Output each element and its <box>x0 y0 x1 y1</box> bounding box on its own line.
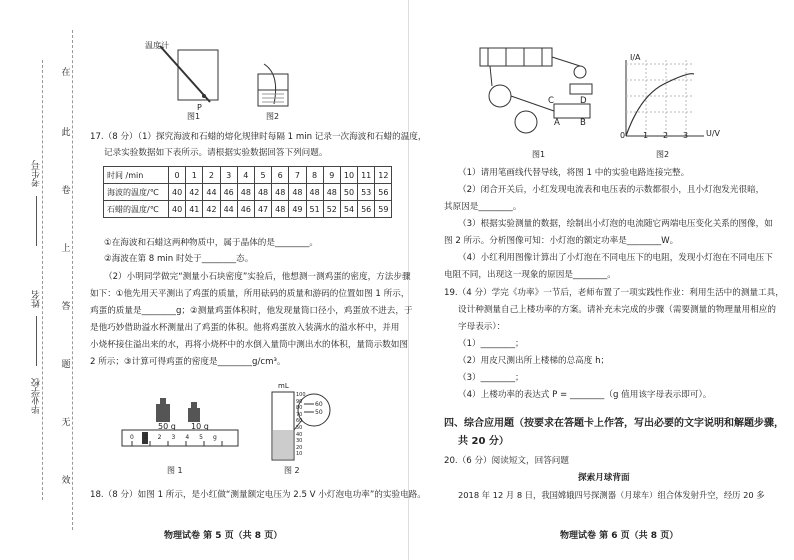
page-footer: 物理试卷 第 6 页（共 8 页） <box>560 531 679 541</box>
q18-item: （1）请用笔画线代替导线，将图 1 中的实验电路连接完整。 <box>458 168 690 178</box>
table-cell: 48 <box>323 184 340 201</box>
table-cell: 48 <box>237 184 254 201</box>
q19-line: （4）上楼功率的表达式 P = ________（g 值用该字母表示即可）。 <box>458 390 712 400</box>
table-cell: 50 <box>340 184 357 201</box>
q17-line: 记录实验数据如下表所示。请根据实验数据回答下列问题。 <box>104 148 328 158</box>
table-cell: 12 <box>375 167 392 184</box>
q18-item: 其原因是________。 <box>444 202 522 212</box>
thermometer-label: 温度计 <box>145 41 169 50</box>
binding-char: 题 <box>61 360 71 370</box>
table-cell: 59 <box>375 201 392 218</box>
q18-item: 电阻不同，出现这一现象的原因是________。 <box>444 270 616 280</box>
q18-line: 18.（8 分）如图 1 所示，是小红做“测量额定电压为 2.5 V 小灯泡电功率”的实验电路。 <box>90 490 426 500</box>
table-cell: 54 <box>340 201 357 218</box>
graph-ylabel: I/A <box>630 53 641 62</box>
table-cell: 41 <box>186 201 203 218</box>
section-heading: 共 20 分） <box>458 436 509 447</box>
temperature-table <box>103 166 392 218</box>
table-cell: 2 <box>203 167 220 184</box>
table-cell: 51 <box>306 201 323 218</box>
q20-line: 20.（6 分）阅读短文，回答问题 <box>444 456 569 466</box>
cylinder-tick: 40 <box>296 431 303 438</box>
q17-part2: 鸡蛋的质量是________g；②测量鸡蛋体积时，他发现量筒口径小，鸡蛋放不进去，于 <box>90 306 413 316</box>
binding-char: 卷 <box>61 186 71 196</box>
circuit-label: D <box>580 96 587 106</box>
table-cell: 42 <box>186 184 203 201</box>
table-cell: 46 <box>220 184 237 201</box>
figure-caption: 图1 <box>532 150 546 159</box>
q19-line: （2）用皮尺测出所上楼梯的总高度 h； <box>458 356 610 366</box>
table-cell: 44 <box>220 201 237 218</box>
circuit-figure <box>470 42 620 142</box>
table-cell: 8 <box>306 167 323 184</box>
table-cell: 42 <box>203 201 220 218</box>
binding-line-2 <box>42 60 43 500</box>
zoom-tick: 50 <box>315 409 323 416</box>
q18-item: （3）根据实验测量的数据，绘制出小灯泡的电流随它两端电压变化关系的图像，如 <box>458 219 773 229</box>
graph-xtick: 1 <box>643 131 649 140</box>
table-cell: 7 <box>289 167 306 184</box>
graph-xlabel: U/V <box>706 129 721 138</box>
table-cell: 11 <box>358 167 375 184</box>
table-cell: 53 <box>358 184 375 201</box>
figure-caption: 图2 <box>266 112 280 121</box>
binding-dashed-line <box>72 30 73 530</box>
table-cell: 48 <box>306 184 323 201</box>
graph-xtick: 3 <box>683 131 689 140</box>
graph-xtick: 2 <box>663 131 669 140</box>
cylinder-tick: 90 <box>296 398 303 405</box>
cylinder-tick: 50 <box>296 425 303 431</box>
cylinder-tick: 30 <box>296 438 303 445</box>
binding-char: 无 <box>61 418 71 428</box>
q18-item: （2）闭合开关后，小红发现电流表和电压表的示数都很小，且小灯泡发光很暗， <box>458 185 765 195</box>
q18-item: （4）小红利用图像计算出了小灯泡在不同电压下的电阻，发现小灯泡在不同电压下 <box>458 253 773 263</box>
figure-caption: 图2 <box>656 150 670 159</box>
table-cell: 40 <box>169 201 186 218</box>
q19-line: （3）________； <box>458 373 524 383</box>
cylinder-tick: 80 <box>296 405 303 412</box>
q19-line: 字母表示）： <box>458 322 506 332</box>
table-row <box>104 201 392 218</box>
table-cell: 石蜡的温度/℃ <box>104 201 169 218</box>
beaker-figure <box>250 60 300 110</box>
table-row <box>104 167 392 184</box>
q17-part2: 如下：①他先用天平测出了鸡蛋的质量，所用砝码的质量和游码的位置如图 1 所示， <box>90 289 410 299</box>
table-cell: 1 <box>186 167 203 184</box>
table-cell: 46 <box>237 201 254 218</box>
table-cell: 10 <box>340 167 357 184</box>
table-cell: 40 <box>169 184 186 201</box>
field-name: 姓名 <box>32 290 42 308</box>
table-row <box>104 184 392 201</box>
table-cell: 4 <box>237 167 254 184</box>
field-school: 毕业学校 <box>32 378 42 414</box>
table-cell: 5 <box>254 167 271 184</box>
table-cell: 0 <box>169 167 186 184</box>
table-cell: 9 <box>323 167 340 184</box>
article-title: 探索月球背面 <box>578 473 630 483</box>
figure-caption: 图 1 <box>167 466 183 475</box>
table-cell: 48 <box>272 184 289 201</box>
cylinder-tick: 100 <box>296 392 306 398</box>
weight-label: 10 g <box>191 422 209 431</box>
weight-label: 50 g <box>158 422 176 431</box>
circuit-label: B <box>580 118 586 128</box>
q19-line: （1）________； <box>458 339 524 349</box>
table-cell: 48 <box>254 184 271 201</box>
field-line <box>36 196 37 246</box>
table-cell: 56 <box>375 184 392 201</box>
table-cell: 44 <box>203 184 220 201</box>
table-cell: 6 <box>272 167 289 184</box>
field-exam-id: 考生号 <box>32 160 42 187</box>
point-p-label: P <box>197 103 202 112</box>
cylinder-tick: 70 <box>296 411 303 418</box>
q17-sub2: ②海波在第 8 min 时处于________态。 <box>104 254 254 264</box>
table-cell: 47 <box>254 201 271 218</box>
page-footer: 物理试卷 第 5 页（共 8 页） <box>164 531 283 541</box>
binding-char: 在 <box>61 68 71 78</box>
cylinder-tick: 10 <box>296 451 303 458</box>
ruler-ticks: 012345g <box>130 434 227 441</box>
binding-char: 此 <box>61 128 71 138</box>
cylinder-tick: 60 <box>296 418 303 425</box>
table-cell: 49 <box>289 201 306 218</box>
table-cell: 3 <box>220 167 237 184</box>
binding-char: 效 <box>61 476 71 486</box>
table-cell: 52 <box>323 201 340 218</box>
cylinder-tick: 20 <box>296 444 303 451</box>
table-cell: 48 <box>289 184 306 201</box>
figure-caption: 图1 <box>187 112 201 121</box>
zoom-tick: 60 <box>315 401 323 408</box>
q19-line: 设计种测量自己上楼功率的方案。请补充未完成的步骤（需要测量的物理量用相应的 <box>458 305 776 315</box>
table-cell: 48 <box>272 201 289 218</box>
q17-part2: （2）小明同学做完“测量小石块密度”实验后，他想测一测鸡蛋的密度，方法步骤 <box>104 272 411 282</box>
article-line: 2018 年 12 月 8 日，我国嫦娥四号探测器（月球车）组合体发射升空，经历 20 多 <box>458 490 765 500</box>
q19-line: 19.（4 分）学完《功率》一节后，老师布置了一项实践性作业：利用生活中的测量工具， <box>444 288 784 298</box>
binding-char: 答 <box>61 302 71 312</box>
figure-caption: 图 2 <box>284 466 300 475</box>
thermometer-figure <box>140 40 230 120</box>
q17-sub1: ①在海波和石蜡这两种物质中，属于晶体的是________。 <box>104 238 318 248</box>
binding-char: 上 <box>61 244 71 254</box>
q17-part2: 是他巧妙借助溢水杯测量出了鸡蛋的体积。他将鸡蛋放入装满水的溢水杯中，并用 <box>90 323 400 333</box>
q17-line: 17.（8 分）（1）探究海波和石蜡的熔化规律时每隔 1 min 记录一次海波和石蜡的温度， <box>90 132 427 142</box>
section-heading: 四、综合应用题（按要求在答题卡上作答，写出必要的文字说明和解题步骤， <box>444 418 784 429</box>
circuit-label: C <box>548 96 555 106</box>
table-cell: 海波的温度/℃ <box>104 184 169 201</box>
q17-part2: 小烧杯接住溢出来的水，再将小烧杯中的水倒入量筒中测出水的体积，量筒示数如图 <box>90 340 408 350</box>
table-cell: 时间 /min <box>104 167 169 184</box>
q17-part2: 2 所示；③计算可得鸡蛋的密度是________g/cm³。 <box>90 357 286 367</box>
field-line <box>36 316 37 366</box>
table-cell: 56 <box>358 201 375 218</box>
graph-origin: 0 <box>620 131 626 140</box>
circuit-label: A <box>554 118 560 128</box>
cylinder-unit: mL <box>278 382 289 390</box>
q18-item: 图 2 所示。分析图像可知：小灯泡的额定功率是________W。 <box>444 236 679 246</box>
